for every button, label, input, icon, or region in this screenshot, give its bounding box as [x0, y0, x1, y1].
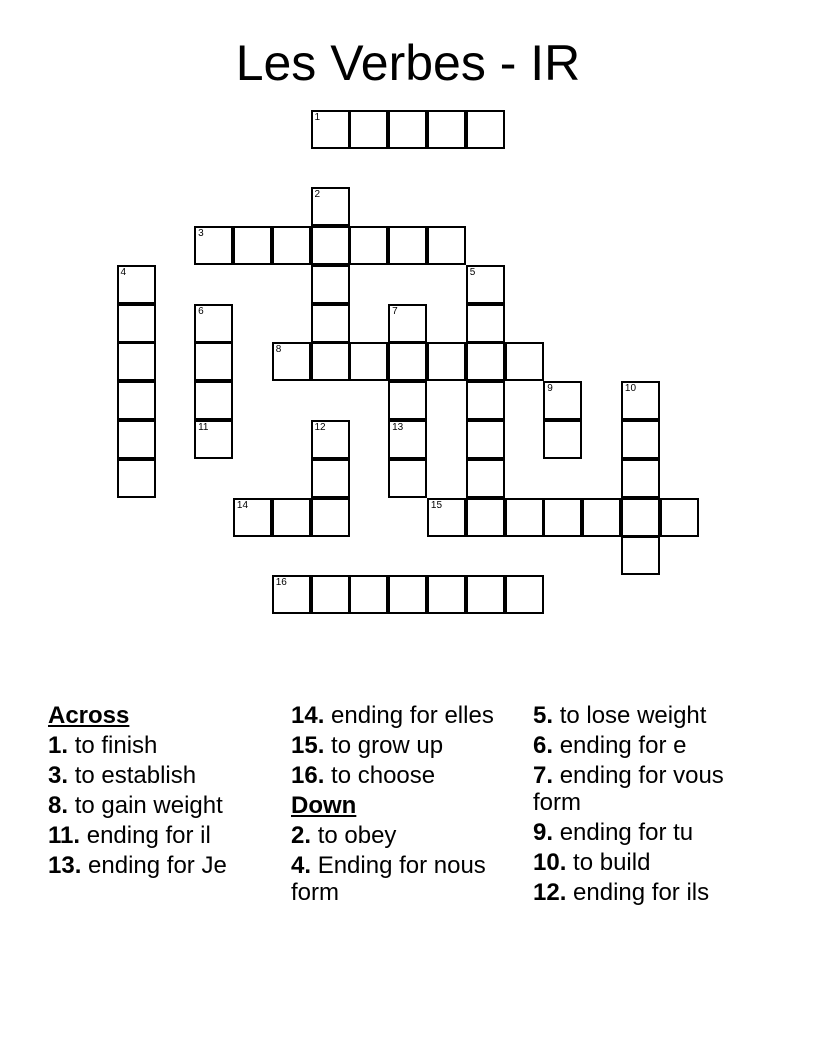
cell-number: 4 — [120, 266, 127, 278]
grid-cell[interactable] — [272, 226, 311, 265]
cell-number: 12 — [314, 421, 326, 433]
clue-item — [291, 762, 531, 789]
clue-item — [533, 762, 773, 816]
grid-cell[interactable] — [660, 498, 699, 537]
clues-column-3 — [533, 702, 773, 909]
cell-number: 1 — [314, 111, 321, 123]
clues-column-1 — [48, 702, 288, 882]
grid-cell[interactable] — [427, 498, 466, 537]
grid-cell[interactable] — [349, 110, 388, 149]
clue-item — [291, 822, 531, 849]
grid-cell[interactable] — [505, 342, 544, 381]
cell-number: 3 — [198, 227, 204, 239]
clue-text: Ending for nous form — [291, 852, 486, 906]
grid-cell[interactable] — [466, 265, 505, 304]
grid-cell[interactable] — [466, 342, 505, 381]
grid-cell[interactable] — [194, 381, 233, 420]
down-heading: Down — [291, 792, 357, 819]
cell-number: 14 — [236, 499, 249, 511]
grid-cell[interactable] — [272, 342, 311, 381]
grid-cell[interactable] — [388, 459, 427, 498]
clue-text: to choose — [331, 762, 436, 789]
clue-item — [291, 732, 531, 759]
clue-item — [291, 702, 531, 729]
cell-number: 13 — [392, 421, 404, 433]
clue-number: 12. — [533, 879, 567, 906]
grid-cell[interactable] — [505, 575, 544, 614]
grid-cell[interactable] — [466, 498, 505, 537]
clue-number: 13. — [48, 852, 82, 879]
grid-cell[interactable] — [117, 381, 156, 420]
grid-cell[interactable] — [272, 575, 311, 614]
grid-cell[interactable] — [466, 110, 505, 149]
clue-text: to build — [573, 849, 651, 876]
cell-number: 10 — [624, 383, 637, 395]
grid-cell[interactable] — [311, 498, 350, 537]
grid-cell[interactable] — [194, 226, 233, 265]
grid-cell[interactable] — [272, 498, 311, 537]
grid-cell[interactable] — [117, 342, 156, 381]
grid-cell[interactable] — [311, 265, 350, 304]
grid-cell[interactable] — [311, 304, 350, 343]
grid-cell[interactable] — [466, 304, 505, 343]
grid-cell[interactable] — [427, 226, 466, 265]
grid-cell[interactable] — [311, 342, 350, 381]
grid-cell[interactable] — [427, 110, 466, 149]
clue-number: 4. — [291, 852, 312, 879]
grid-cell[interactable] — [466, 459, 505, 498]
cell-number: 16 — [275, 577, 287, 589]
grid-cell[interactable] — [427, 342, 466, 381]
clue-text: ending for e — [559, 732, 687, 759]
clue-number: 9. — [533, 819, 554, 846]
grid-cell[interactable] — [388, 226, 427, 265]
grid-cell[interactable] — [543, 381, 582, 420]
grid-cell[interactable] — [311, 187, 350, 226]
clue-text: ending for tu — [559, 819, 694, 846]
grid-cell[interactable] — [466, 381, 505, 420]
grid-cell[interactable] — [311, 110, 350, 149]
clues-column-2 — [291, 702, 531, 909]
clue-text: to lose weight — [559, 702, 707, 729]
grid-cell[interactable] — [194, 420, 233, 459]
clue-text: to establish — [74, 762, 197, 789]
grid-cell[interactable] — [349, 226, 388, 265]
grid-cell[interactable] — [117, 420, 156, 459]
grid-cell[interactable] — [388, 342, 427, 381]
grid-cell[interactable] — [621, 420, 660, 459]
cell-number: 11 — [198, 421, 209, 433]
grid-cell[interactable] — [388, 575, 427, 614]
cell-number: 2 — [314, 189, 321, 201]
cell-number: 6 — [198, 305, 204, 317]
grid-cell[interactable] — [582, 498, 621, 537]
grid-cell[interactable] — [349, 575, 388, 614]
clue-number: 1. — [48, 732, 69, 759]
page-title: Les Verbes - IR — [235, 35, 581, 91]
grid-cell[interactable] — [505, 498, 544, 537]
grid-cell[interactable] — [621, 498, 660, 537]
cell-number: 15 — [430, 499, 443, 511]
clue-text: to grow up — [331, 732, 444, 759]
cell-number: 5 — [469, 266, 476, 278]
clue-number: 10. — [533, 849, 567, 876]
clue-text: to gain weight — [74, 792, 223, 819]
grid-cell[interactable] — [349, 342, 388, 381]
clue-number: 2. — [291, 822, 312, 849]
clue-item — [48, 852, 288, 879]
grid-cell[interactable] — [621, 459, 660, 498]
grid-cell[interactable] — [388, 304, 427, 343]
clue-item — [533, 879, 773, 906]
grid-cell[interactable] — [388, 381, 427, 420]
grid-cell[interactable] — [117, 459, 156, 498]
grid-cell[interactable] — [543, 420, 582, 459]
grid-cell[interactable] — [427, 575, 466, 614]
grid-cell[interactable] — [388, 420, 427, 459]
grid-cell[interactable] — [388, 110, 427, 149]
clue-number: 14. — [291, 702, 325, 729]
grid-cell[interactable] — [233, 498, 272, 537]
grid-cell[interactable] — [466, 575, 505, 614]
clue-item — [48, 822, 288, 849]
grid-cell[interactable] — [311, 575, 350, 614]
clue-text: to finish — [74, 732, 158, 759]
clue-text: ending for il — [86, 822, 211, 849]
grid-cell[interactable] — [117, 304, 156, 343]
grid-cell[interactable] — [466, 420, 505, 459]
clue-item — [48, 732, 288, 759]
grid-cell[interactable] — [543, 498, 582, 537]
clue-text: to obey — [317, 822, 397, 849]
cell-number: 8 — [275, 344, 282, 356]
clue-text: ending for Je — [88, 852, 227, 879]
clue-number: 5. — [533, 702, 554, 729]
across-heading: Across — [48, 702, 130, 729]
clue-item — [48, 762, 288, 789]
clue-number: 7. — [533, 762, 554, 789]
clue-number: 16. — [291, 762, 325, 789]
clue-item — [533, 702, 773, 729]
clue-item — [533, 819, 773, 846]
clue-number: 8. — [48, 792, 69, 819]
grid-cell[interactable] — [194, 304, 233, 343]
clue-number: 6. — [533, 732, 554, 759]
clue-item — [48, 792, 288, 819]
grid-cell[interactable] — [621, 536, 660, 575]
grid-cell[interactable] — [194, 342, 233, 381]
clue-item — [291, 852, 531, 906]
clue-item — [533, 732, 773, 759]
grid-cell[interactable] — [117, 265, 156, 304]
clue-text: ending for elles — [331, 702, 494, 729]
clue-text: ending for ils — [573, 879, 710, 906]
clue-number: 15. — [291, 732, 325, 759]
clue-text: ending for vous form — [533, 762, 724, 816]
cell-number: 9 — [547, 383, 553, 395]
grid-cell[interactable] — [311, 420, 350, 459]
grid-cell[interactable] — [311, 459, 350, 498]
cell-number: 7 — [392, 305, 398, 317]
grid-cell[interactable] — [311, 226, 350, 265]
clue-number: 3. — [48, 762, 69, 789]
grid-cell[interactable] — [233, 226, 272, 265]
grid-cell[interactable] — [621, 381, 660, 420]
clue-number: 11. — [48, 822, 81, 849]
clue-item — [533, 849, 773, 876]
